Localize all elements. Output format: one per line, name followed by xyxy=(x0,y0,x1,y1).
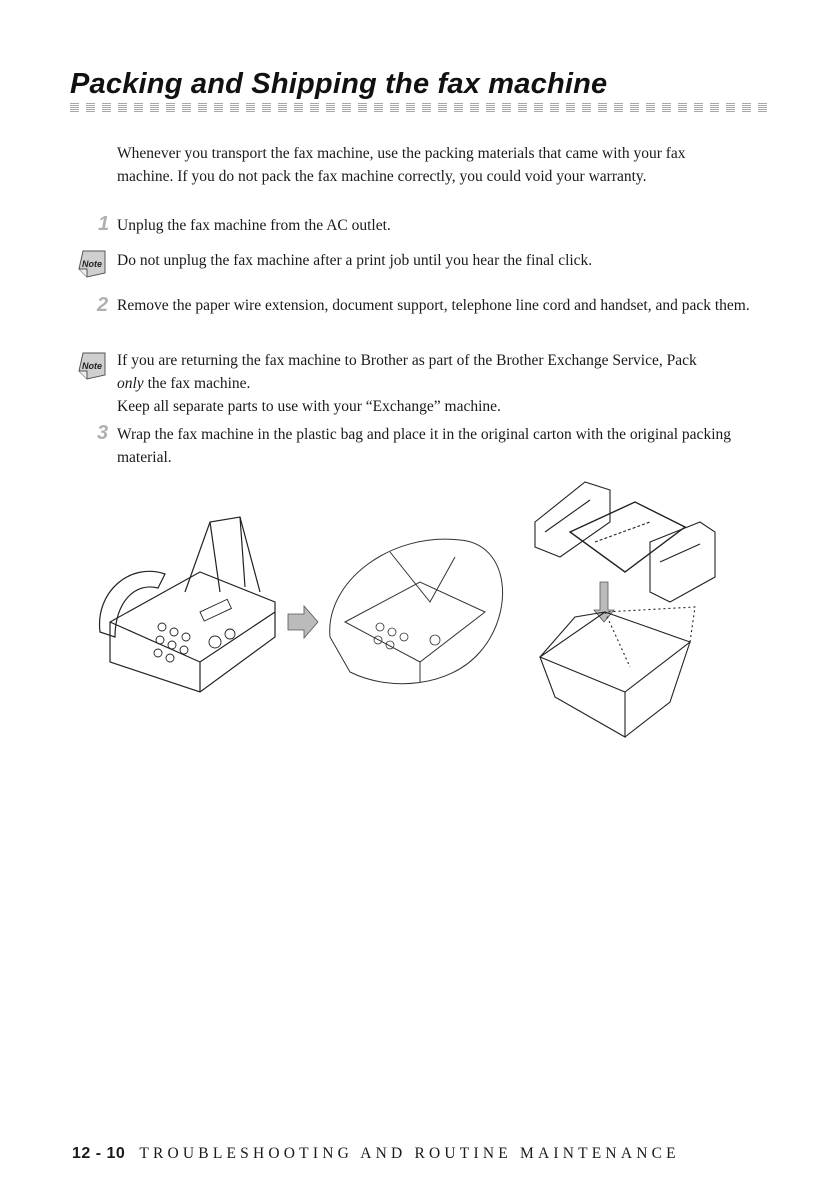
svg-text:Note: Note xyxy=(82,361,102,371)
note-2-text xyxy=(117,349,717,395)
note-2-emphasis: only xyxy=(117,375,144,392)
step-2-text: Remove the paper wire extension, document support, telephone line cord and handset, and pack them. xyxy=(117,297,750,314)
note-2-text-before: If you are returning the fax machine to Brother as part of the Brother Exchange Service, Pack xyxy=(117,352,697,369)
svg-text:Note: Note xyxy=(82,259,102,269)
note-1-text: Do not unplug the fax machine after a print job until you hear the final click. xyxy=(117,252,593,269)
arrow-icon xyxy=(288,606,318,638)
carton-packing-drawing xyxy=(535,482,715,737)
step-number-3: 3 xyxy=(97,422,109,444)
page-number: 12 - 10 xyxy=(72,1145,126,1162)
step-1-text: Unplug the fax machine from the AC outlet. xyxy=(117,217,391,234)
page-title: Packing and Shipping the fax machine xyxy=(70,68,608,100)
title-underline-rule xyxy=(70,103,768,113)
step-number-2: 2 xyxy=(97,294,109,316)
step-number-1: 1 xyxy=(98,213,110,235)
step-3-text: Wrap the fax machine in the plastic bag and place it in the original carton with the original packing material. xyxy=(117,426,731,466)
packing-illustration xyxy=(90,462,730,752)
page-footer xyxy=(72,1145,680,1163)
note-2-text-after: the fax machine. xyxy=(143,375,251,392)
intro-paragraph: Whenever you transport the fax machine, use the packing materials that came with your fax machine. If you do not pack the fax machine correctly, you could void your warranty. xyxy=(117,145,686,185)
section-title: TROUBLESHOOTING AND ROUTINE MAINTENANCE xyxy=(139,1145,680,1162)
bagged-fax-drawing xyxy=(330,539,503,684)
note-icon xyxy=(77,351,107,381)
note-icon xyxy=(77,249,107,279)
note-2-line2: Keep all separate parts to use with your “Exchange” machine. xyxy=(117,398,501,415)
fax-machine-drawing xyxy=(100,517,275,692)
